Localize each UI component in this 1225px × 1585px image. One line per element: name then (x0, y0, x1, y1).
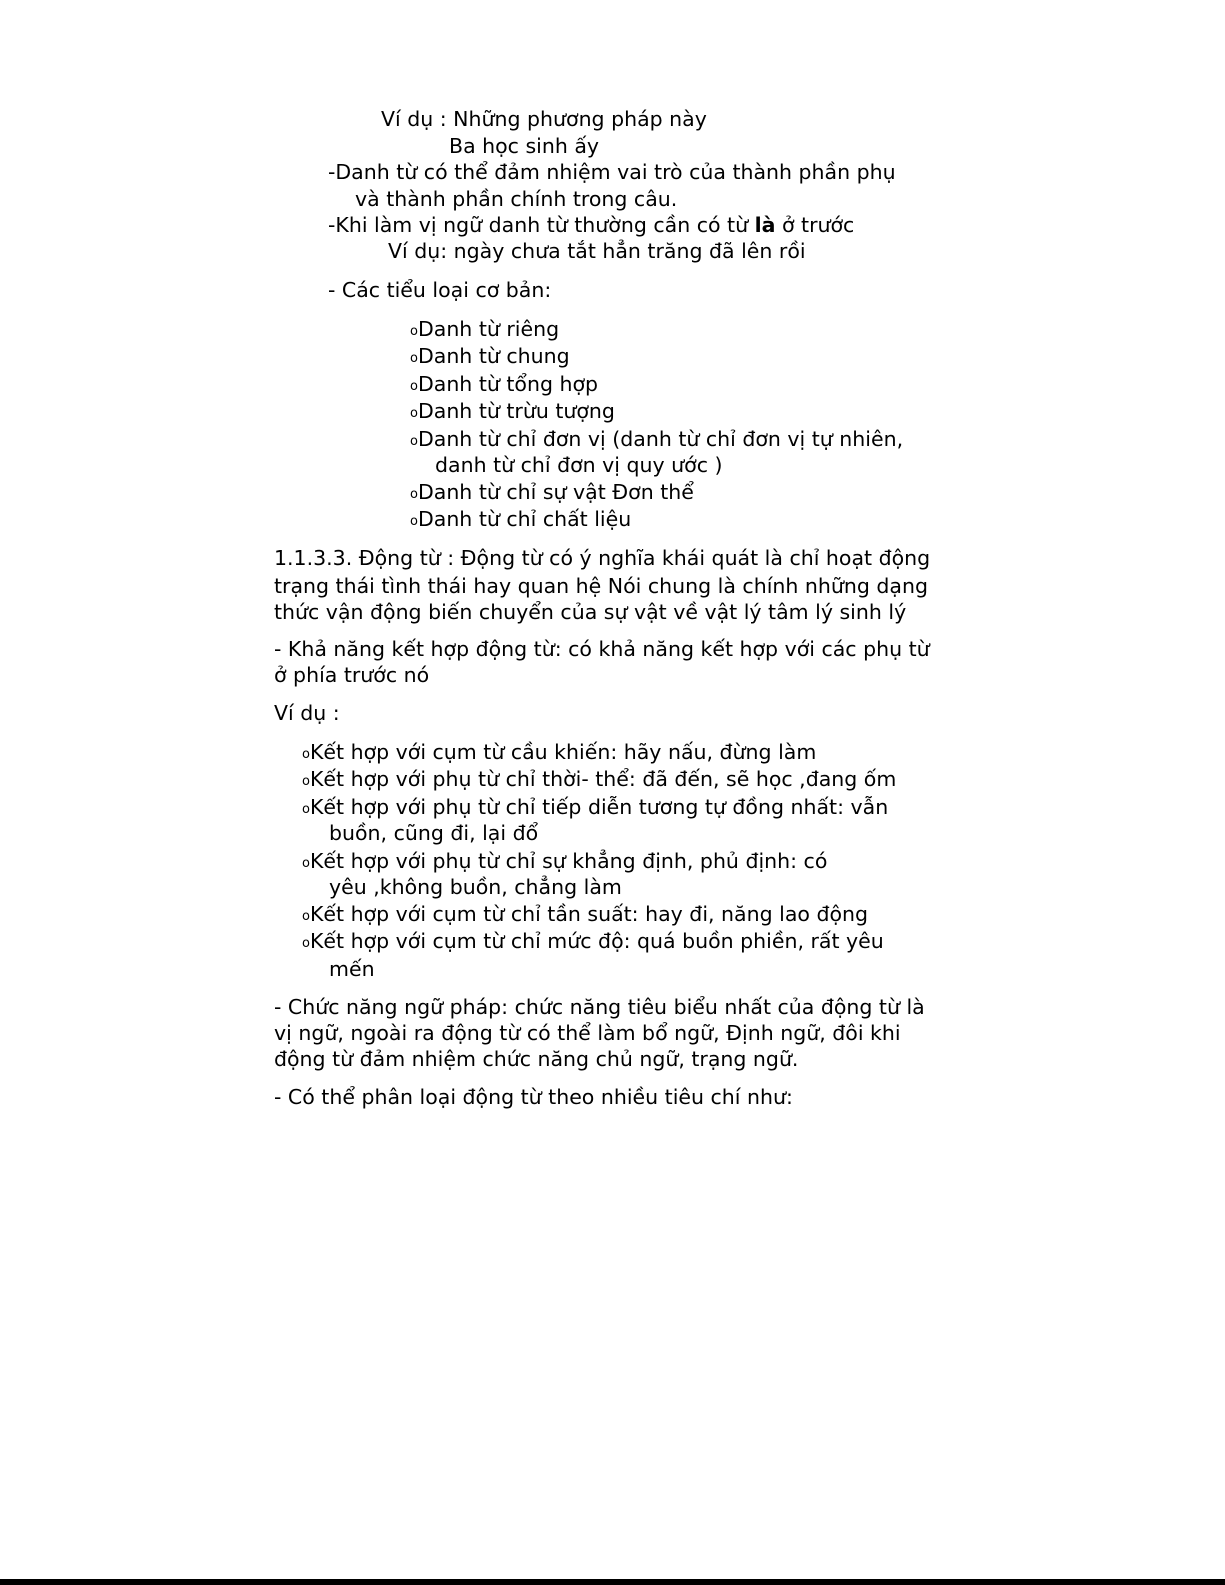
circle-bullet-icon: o (410, 324, 418, 339)
circle-bullet-icon: o (302, 909, 310, 924)
paragraph-line: - Có thể phân loại động từ theo nhiều tiêu chí như: (274, 1085, 793, 1109)
circle-bullet-icon: o (302, 802, 310, 817)
list-item: oKết hợp với phụ từ chỉ tiếp diễn tương tự đồng nhất: vẫn (302, 794, 888, 823)
list-item: oKết hợp với cụm từ chỉ tần suất: hay đi, năng lao động (302, 901, 868, 930)
circle-bullet-icon: o (410, 514, 418, 529)
list-item: oDanh từ tổng hợp (410, 371, 598, 400)
paragraph-line: - Khả năng kết hợp động từ: có khả năng kết hợp với các phụ từ (274, 637, 930, 661)
paragraph-line: động từ đảm nhiệm chức năng chủ ngữ, trạng ngữ. (274, 1047, 799, 1071)
paragraph-line: -Khi làm vị ngữ danh từ thường cần có từ là ở trước (328, 213, 855, 237)
example-line: Ví dụ : Những phương pháp này (381, 107, 707, 131)
list-item: oKết hợp với phụ từ chỉ thời- thể: đã đến, sẽ học ,đang ốm (302, 766, 896, 795)
paragraph-line: - Chức năng ngữ pháp: chức năng tiêu biểu nhất của động từ là (274, 995, 925, 1019)
page-bottom-edge (0, 1579, 1225, 1585)
list-item: oDanh từ chỉ sự vật Đơn thể (410, 479, 694, 508)
circle-bullet-icon: o (410, 487, 418, 502)
circle-bullet-icon: o (302, 936, 310, 951)
paragraph-line: trạng thái tình thái hay quan hệ Nói chung là chính những dạng (274, 574, 928, 598)
list-item: oDanh từ trừu tượng (410, 398, 615, 427)
example-line: Ví dụ: ngày chưa tắt hẳn trăng đã lên rồi (388, 239, 806, 263)
paragraph-line: thức vận động biến chuyển của sự vật về vật lý tâm lý sinh lý (274, 600, 907, 624)
circle-bullet-icon: o (410, 379, 418, 394)
list-item-continuation: buồn, cũng đi, lại đổ (329, 821, 539, 845)
list-item-continuation: danh từ chỉ đơn vị quy ước ) (435, 453, 723, 477)
circle-bullet-icon: o (410, 434, 418, 449)
list-item: oKết hợp với cụm từ cầu khiến: hãy nấu, đừng làm (302, 739, 816, 768)
list-item: oDanh từ riêng (410, 316, 559, 345)
paragraph-line: và thành phần chính trong câu. (355, 187, 678, 211)
section-line: - Các tiểu loại cơ bản: (328, 278, 552, 302)
paragraph-line: vị ngữ, ngoài ra động từ có thể làm bổ ngữ, Định ngữ, đôi khi (274, 1021, 901, 1045)
example-label: Ví dụ : (274, 701, 340, 725)
circle-bullet-icon: o (302, 774, 310, 789)
paragraph-line: ở phía trước nó (274, 663, 430, 687)
circle-bullet-icon: o (302, 856, 310, 871)
bold-word: là (754, 213, 776, 237)
list-item: oDanh từ chỉ chất liệu (410, 506, 631, 535)
list-item: oKết hợp với phụ từ chỉ sự khẳng định, phủ định: có (302, 848, 827, 877)
example-line: Ba học sinh ấy (449, 134, 600, 158)
heading-line: 1.1.3.3. Động từ : Động từ có ý nghĩa khái quát là chỉ hoạt động (274, 546, 931, 570)
circle-bullet-icon: o (410, 351, 418, 366)
paragraph-line: -Danh từ có thể đảm nhiệm vai trò của thành phần phụ (328, 160, 896, 184)
list-item: oDanh từ chung (410, 343, 570, 372)
list-item: oDanh từ chỉ đơn vị (danh từ chỉ đơn vị tự nhiên, (410, 426, 903, 455)
list-item: oKết hợp với cụm từ chỉ mức độ: quá buồn phiền, rất yêu (302, 928, 884, 957)
circle-bullet-icon: o (302, 747, 310, 762)
circle-bullet-icon: o (410, 406, 418, 421)
list-item-continuation: yêu ,không buồn, chẳng làm (329, 875, 622, 899)
list-item-continuation: mến (329, 957, 375, 981)
